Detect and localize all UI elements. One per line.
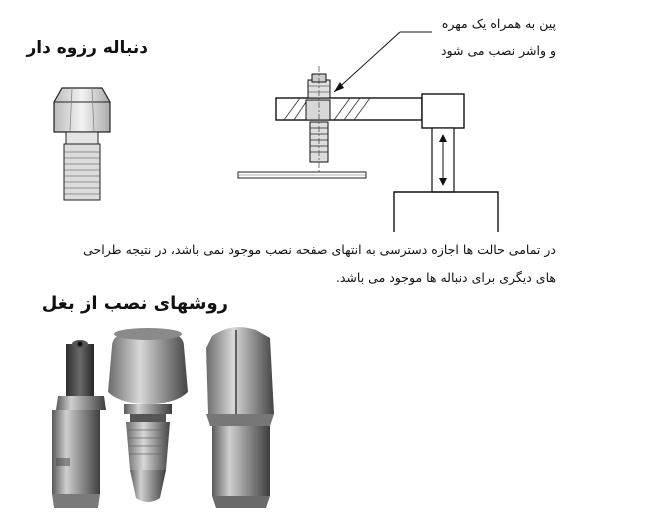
description-paragraph xyxy=(83,236,556,292)
side-mount-heading: روشهای نصب از بغل xyxy=(41,293,228,314)
callout-line-2: و واشر نصب می شود xyxy=(440,43,556,58)
callout-line-1: پین به همراه یک مهره xyxy=(441,16,556,31)
photo-diamond-pin xyxy=(206,327,274,508)
threaded-pin-drawing xyxy=(54,88,110,200)
paragraph-line-1: در تمامی حالت ها اجازه دسترسی به انتهای صفحه نصب موجود نمی باشد، در نتیجه طراحی xyxy=(83,242,556,257)
threaded-shank-heading: دنباله رزوه دار xyxy=(26,38,148,58)
photo-slim-pin xyxy=(52,340,106,508)
photo-round-head-pin xyxy=(108,328,188,502)
paragraph-line-2: های دیگری برای دنباله ها موجود می باشد. xyxy=(335,270,556,285)
pin-callout xyxy=(441,10,556,64)
